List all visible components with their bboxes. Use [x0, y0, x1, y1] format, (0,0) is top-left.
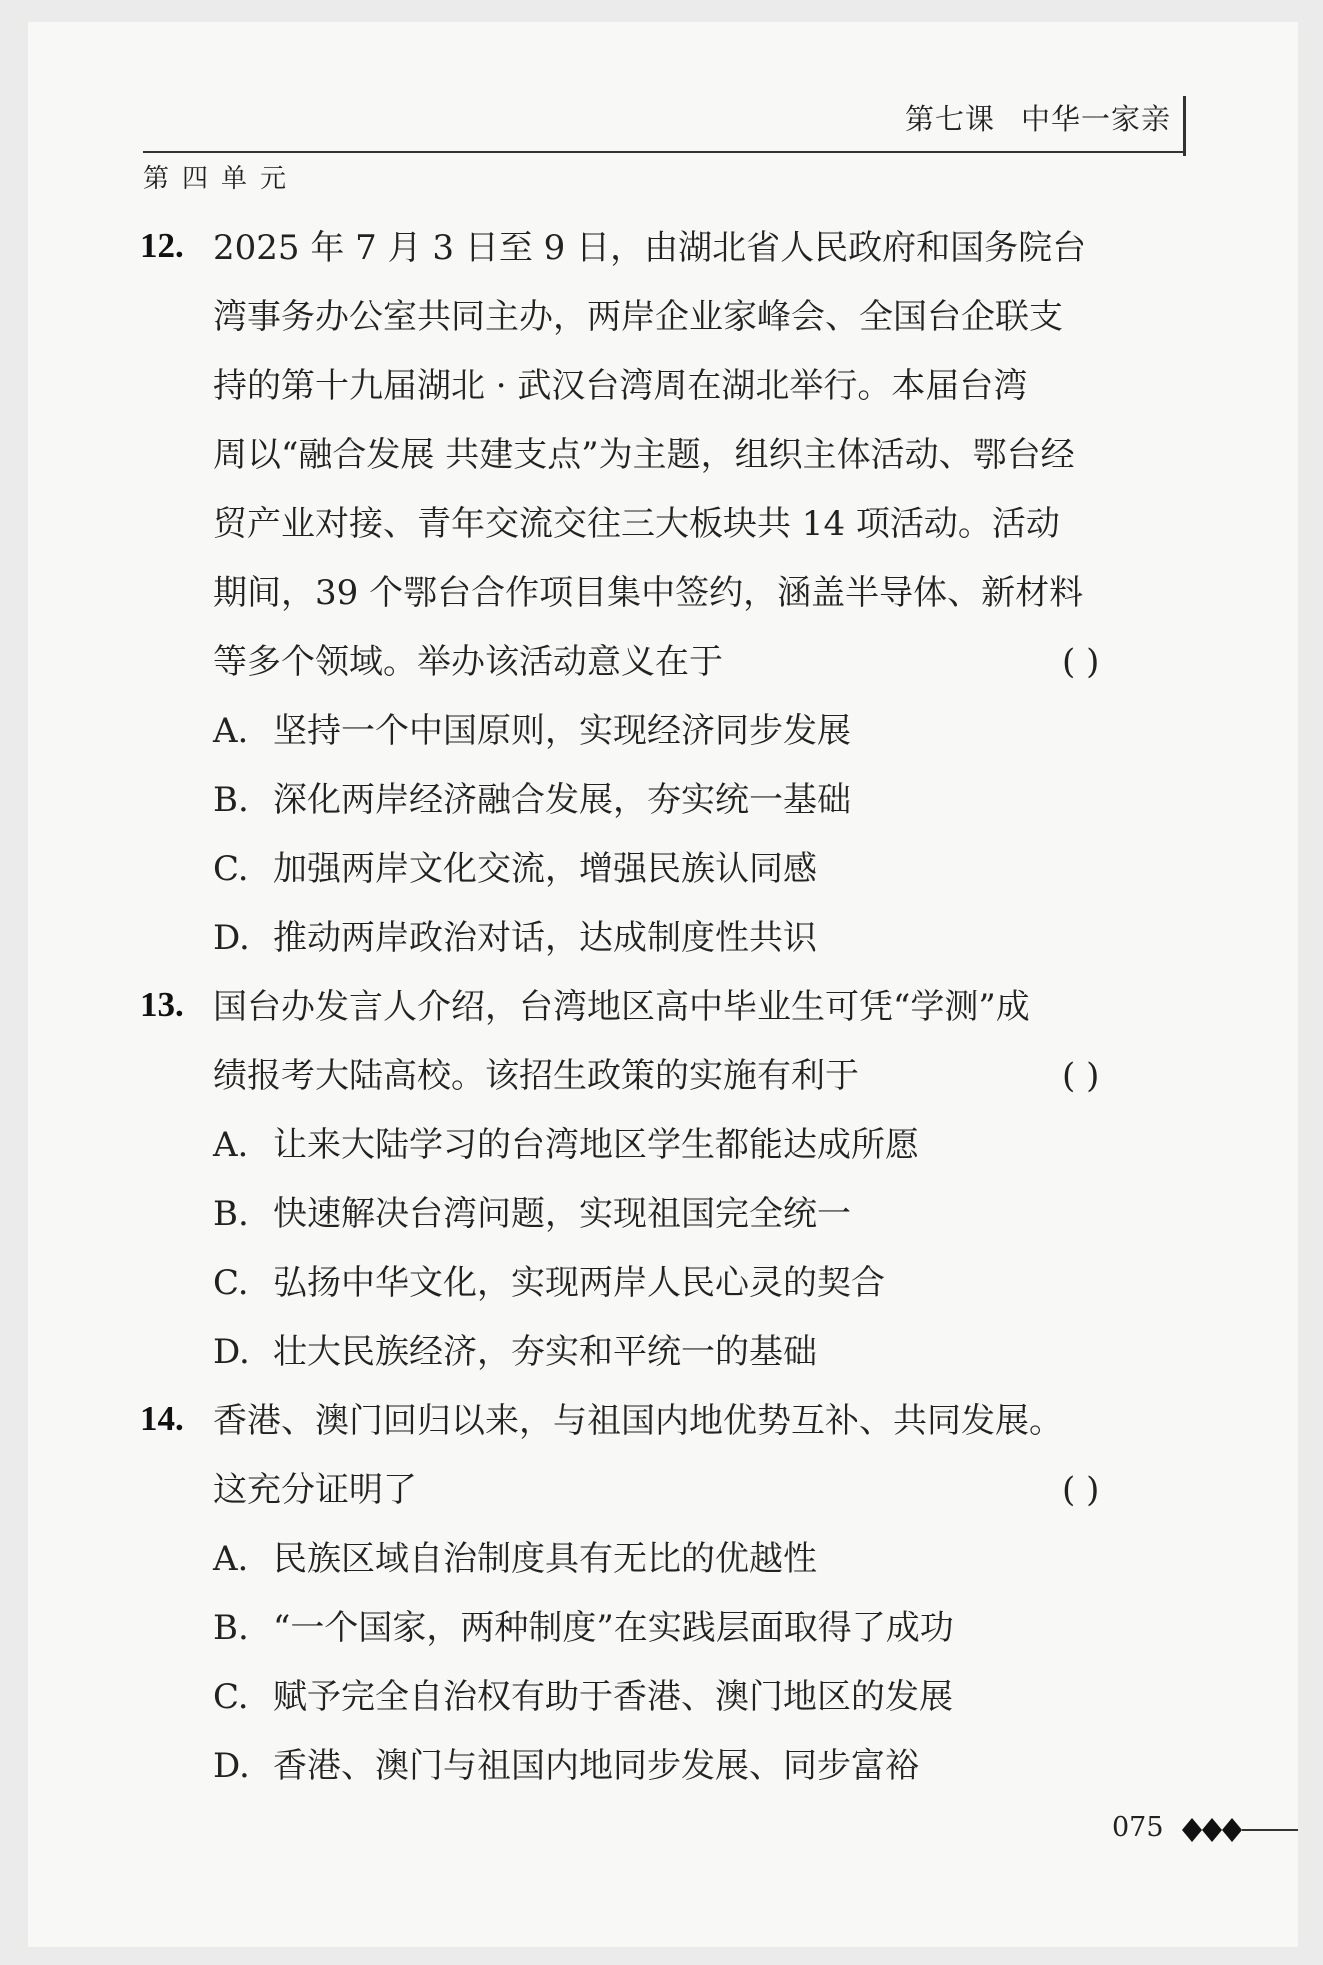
- option-d: [213, 916, 817, 960]
- question-text-line: 期间，39 个鄂台合作项目集中签约，涵盖半导体、新材料: [213, 573, 1084, 613]
- option-a: [213, 1537, 817, 1581]
- question-text-line: 这充分证明了: [213, 1470, 417, 1510]
- diamond-ornament-icon: [1180, 1816, 1300, 1844]
- option-letter: B.: [213, 1194, 249, 1234]
- option-text: 弘扬中华文化，实现两岸人民心灵的契合: [273, 1263, 885, 1303]
- question-text-line: 2025 年 7 月 3 日至 9 日，由湖北省人民政府和国务院台: [213, 228, 1087, 268]
- question-text-line: 绩报考大陆高校。该招生政策的实施有利于: [213, 1056, 859, 1096]
- option-text: 加强两岸文化交流，增强民族认同感: [273, 849, 817, 889]
- option-c: [213, 1261, 885, 1305]
- option-a: [213, 1123, 919, 1167]
- option-letter: A.: [213, 1125, 249, 1165]
- option-letter: D.: [213, 1746, 250, 1786]
- option-c: [213, 1675, 953, 1719]
- running-header: [905, 97, 1171, 138]
- option-text: 壮大民族经济，夯实和平统一的基础: [273, 1332, 817, 1372]
- header-rule: [143, 151, 1186, 153]
- option-text: 香港、澳门与祖国内地同步发展、同步富裕: [273, 1746, 919, 1786]
- option-letter: C.: [213, 1263, 249, 1303]
- answer-blank: ( ): [1062, 1470, 1100, 1510]
- question-number: 14.: [140, 1399, 184, 1438]
- option-d: [213, 1330, 817, 1374]
- option-b: [213, 1192, 851, 1236]
- option-text: 深化两岸经济融合发展，夯实统一基础: [273, 780, 851, 820]
- option-b: [213, 1606, 954, 1650]
- question-text-line: 等多个领域。举办该活动意义在于: [213, 642, 723, 682]
- question-number: 12.: [140, 226, 184, 265]
- option-a: [213, 709, 851, 753]
- option-letter: B.: [213, 1608, 249, 1648]
- option-d: [213, 1744, 919, 1788]
- question-text-line: 国台办发言人介绍，台湾地区高中毕业生可凭“学测”成: [213, 987, 1030, 1027]
- header-divider: [1183, 96, 1186, 156]
- unit-label: 第四单元: [143, 164, 300, 194]
- question-text-line: 周以“融合发展 共建支点”为主题，组织主体活动、鄂台经: [213, 435, 1075, 475]
- option-text: 民族区域自治制度具有无比的优越性: [273, 1539, 817, 1579]
- option-text: 赋予完全自治权有助于香港、澳门地区的发展: [273, 1677, 953, 1717]
- option-text: 推动两岸政治对话，达成制度性共识: [273, 918, 817, 958]
- option-text: “一个国家，两种制度”在实践层面取得了成功: [273, 1608, 954, 1648]
- question-text-line: 湾事务办公室共同主办，两岸企业家峰会、全国台企联支: [213, 297, 1063, 337]
- question-text-line: 贸产业对接、青年交流交往三大板块共 14 项活动。活动: [213, 504, 1060, 544]
- page-number: 075: [1112, 1812, 1164, 1843]
- lesson-label: 第七课: [905, 102, 996, 136]
- question-text-line: 香港、澳门回归以来，与祖国内地优势互补、共同发展。: [213, 1401, 1063, 1441]
- option-text: 快速解决台湾问题，实现祖国完全统一: [273, 1194, 851, 1234]
- option-letter: A.: [213, 1539, 249, 1579]
- option-text: 让来大陆学习的台湾地区学生都能达成所愿: [273, 1125, 919, 1165]
- option-text: 坚持一个中国原则，实现经济同步发展: [273, 711, 851, 751]
- option-c: [213, 847, 817, 891]
- option-letter: D.: [213, 918, 250, 958]
- lesson-title: 中华一家亲: [1021, 102, 1172, 136]
- option-letter: C.: [213, 1677, 249, 1717]
- option-letter: C.: [213, 849, 249, 889]
- answer-blank: ( ): [1062, 642, 1100, 682]
- question-text-line: 持的第十九届湖北 · 武汉台湾周在湖北举行。本届台湾: [213, 366, 1028, 406]
- option-letter: D.: [213, 1332, 250, 1372]
- option-letter: A.: [213, 711, 249, 751]
- option-b: [213, 778, 851, 822]
- answer-blank: ( ): [1062, 1056, 1100, 1096]
- option-letter: B.: [213, 780, 249, 820]
- question-number: 13.: [140, 985, 184, 1024]
